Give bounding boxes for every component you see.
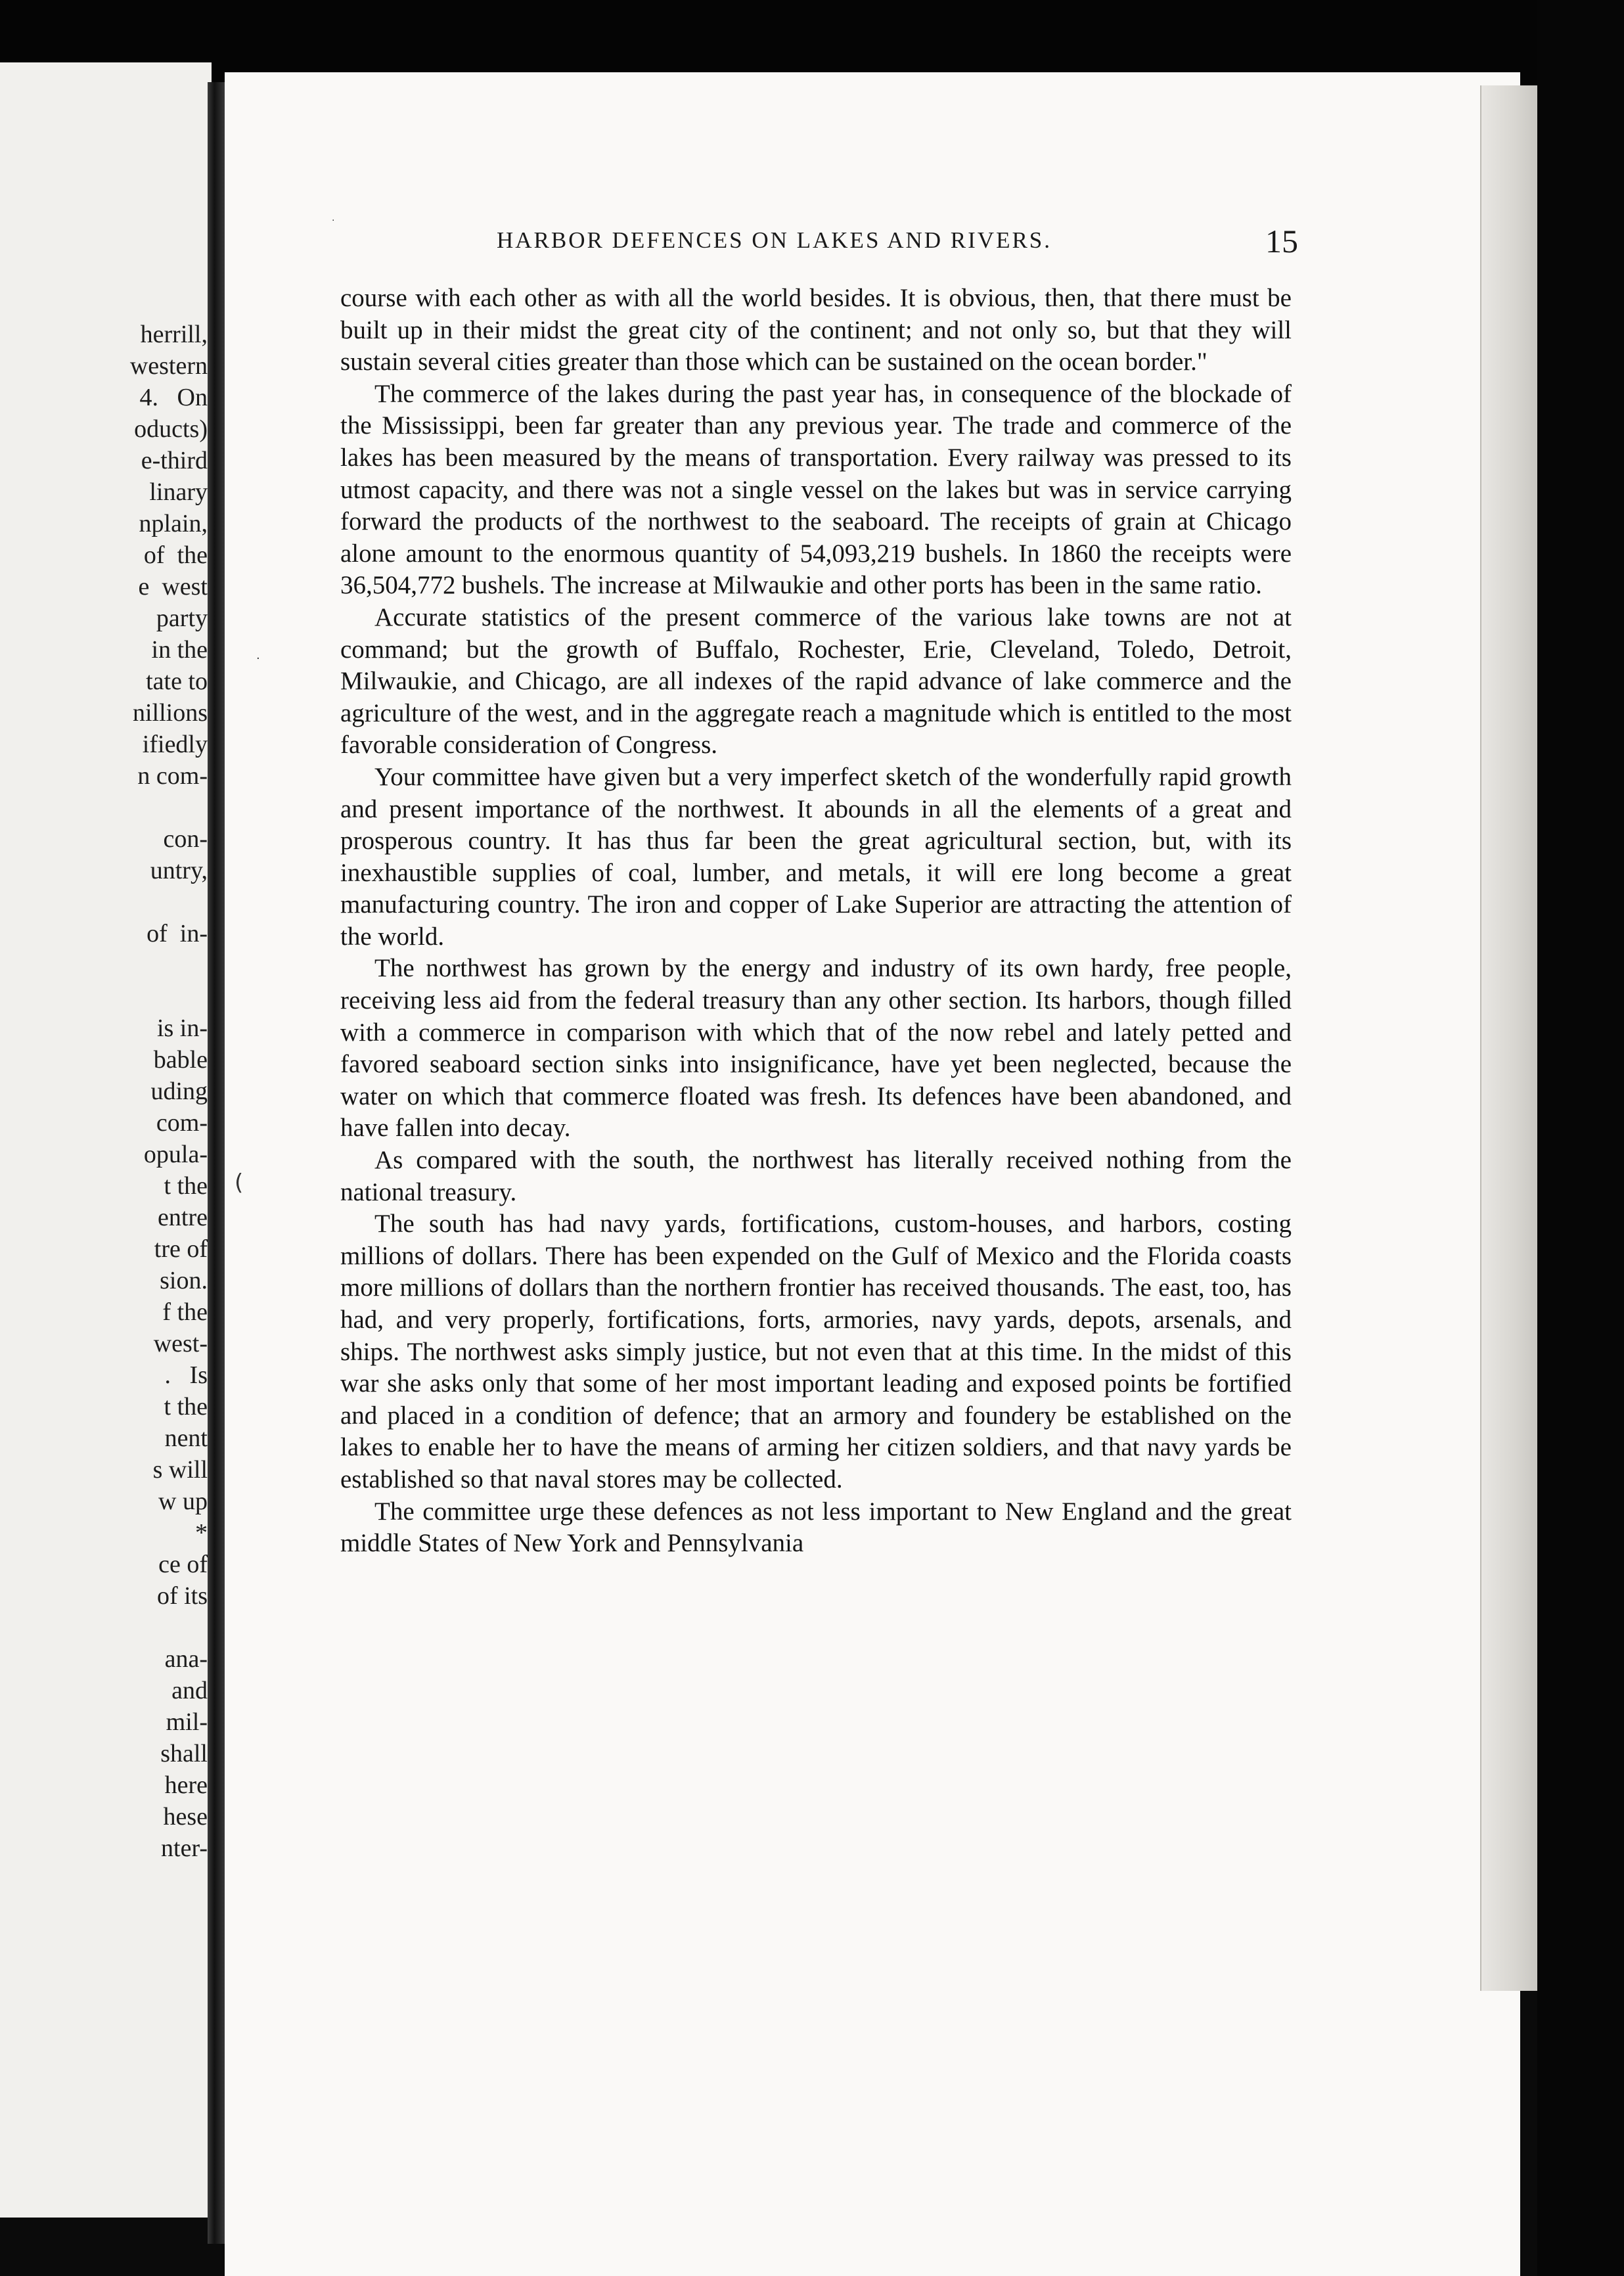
scan-background-right xyxy=(1537,0,1624,2276)
book-gutter xyxy=(208,82,225,2244)
paragraph-quote-end: course with each other as with all the world besides. It is obvious, then, that there must be built up in their midst the great city of the continent; and not only so, but that they will sustain several cities greater than those which can be sustained on the ocean border." xyxy=(340,284,1292,376)
facing-page-fragment: of in- xyxy=(147,920,208,947)
facing-page-fragment: nent xyxy=(164,1424,208,1452)
paragraph-lake-commerce: The commerce of the lakes during the past year has, in consequence of the blockade of the Mississippi, been far greater than any previous year. The trade and commerce of the lakes has been measured by the means of transportation. Every railway was pressed to its utmost capacity, and there was not a single vessel on the lakes but was in service carrying forward the products of the northwest to the seaboard. The receipts of grain at Chicago alone amount to the enormous quantity of 54,093,219 bushels. In 1860 the receipts were 36,504,772 bushels. The increase at Milwaukie and other ports has been in the same ratio. xyxy=(340,379,1292,600)
facing-page-fragment: of its xyxy=(156,1582,208,1610)
facing-page-fragment xyxy=(0,1612,208,1643)
facing-page-fragment: . Is xyxy=(164,1361,208,1389)
facing-page-fragment: uding xyxy=(150,1078,208,1105)
scan-speck-mark: · xyxy=(256,652,260,666)
facing-page-fragment: ifiedly xyxy=(142,731,208,758)
facing-page-fragment: entre xyxy=(158,1204,208,1231)
facing-page-fragment: e west xyxy=(138,573,208,601)
facing-page-fragment: opula- xyxy=(143,1141,208,1168)
facing-page-fragment: nter- xyxy=(161,1834,208,1862)
facing-page-fragment: herrill, xyxy=(140,321,208,348)
facing-page-fragment xyxy=(0,949,208,981)
facing-page-fragment xyxy=(0,886,208,918)
facing-page-fragment: nplain, xyxy=(139,510,208,537)
facing-page-fragment: ce of xyxy=(158,1551,208,1578)
facing-page-fragment xyxy=(0,792,208,823)
facing-page-fragment: t the xyxy=(164,1393,208,1421)
facing-page-fragment: t the xyxy=(164,1172,208,1200)
facing-page-fragment: mil- xyxy=(166,1708,208,1736)
facing-page-fragment: untry, xyxy=(150,857,208,884)
facing-page-text-fragments xyxy=(0,319,208,1864)
facing-page-fragment: hese xyxy=(163,1803,208,1831)
facing-page-fragment: e-third xyxy=(141,447,208,474)
facing-page-fragment: west- xyxy=(153,1330,208,1357)
facing-page-fragment: party xyxy=(156,604,208,632)
facing-page-fragment: con- xyxy=(163,825,208,853)
page-header xyxy=(497,222,1298,262)
body-text xyxy=(340,283,1292,1560)
scan-speck-mark: · xyxy=(332,216,335,226)
facing-page-fragment: sion. xyxy=(160,1267,208,1294)
facing-page-fragment: is in- xyxy=(156,1014,208,1042)
facing-page-fragment: n com- xyxy=(137,762,208,790)
margin-tick-mark: ( xyxy=(235,1170,244,1196)
facing-page-fragment: s will xyxy=(152,1456,208,1484)
facing-page-left xyxy=(0,62,212,2218)
facing-page-fragment: ana- xyxy=(164,1645,208,1673)
paragraph-compared-south: As compared with the south, the northwest has literally received nothing from the national treasury. xyxy=(340,1146,1292,1206)
paragraph-northwest-growth: The northwest has grown by the energy and industry of its own hardy, free people, receiving less aid from the federal treasury than any other section. Its harbors, though filled with a commerce in comparison with which that of the now rebel and lately petted and favored seaboard section sinks into insignificance, have yet been neglected, because the water on which that commerce floated was fresh. Its defences have been abandoned, and have fallen into decay. xyxy=(340,954,1292,1143)
facing-page-fragment: in the xyxy=(151,636,208,664)
facing-page-fragment: f the xyxy=(162,1298,208,1326)
facing-page-fragment: tate to xyxy=(146,668,208,695)
running-head: HARBOR DEFENCES ON LAKES AND RIVERS. xyxy=(497,227,1052,253)
facing-page-fragment: nillions xyxy=(132,699,208,727)
facing-page-fragment: and xyxy=(171,1677,208,1704)
page-number: 15 xyxy=(1265,223,1298,260)
facing-page-fragment: of the xyxy=(143,541,208,569)
facing-page-fragment: tre of xyxy=(154,1235,208,1263)
paragraph-south-navy-yards: The south has had navy yards, fortifications, custom-houses, and harbors, costing millions of dollars. There has been expended on the Gulf of Mexico and the Florida coasts more millions of dollars than the northern frontier has received thousands. The east, too, has had, and very properly, fortifications, forts, armories, navy yards, depots, arsenals, and ships. The northwest asks simply justice, but not even that at this time. In the midst of this war she asks only that some of her most important leading and exposed points be fortified and placed in a condition of defence; that an armory and foundery be established on the lakes to enable her to have the means of arming her citizen soldiers, and that navy yards be established so that naval stores may be collected. xyxy=(340,1210,1292,1493)
facing-page-fragment xyxy=(0,981,208,1013)
facing-page-fragment: bable xyxy=(153,1046,208,1074)
facing-page-fragment: western xyxy=(129,352,208,380)
facing-page-fragment: * xyxy=(195,1519,208,1547)
paragraph-committee-sketch: Your committee have given but a very imperfect sketch of the wonderfully rapid growth and present importance of the northwest. It abounds in all the elements of a great and prosperous country. It has thus far been the great agricultural section, but, with its inexhaustible supplies of coal, lumber, and metals, it will ere long become a great manufacturing country. The iron and copper of Lake Superior are attracting the attention of the world. xyxy=(340,762,1292,951)
facing-page-fragment: linary xyxy=(149,478,208,506)
facing-page-fragment: 4. On xyxy=(139,384,208,411)
page-edge-stack xyxy=(1481,85,1537,1991)
facing-page-fragment: here xyxy=(164,1771,208,1799)
facing-page-fragment: shall xyxy=(160,1740,208,1767)
facing-page-fragment: w up xyxy=(158,1488,208,1515)
facing-page-fragment: com- xyxy=(156,1109,208,1137)
facing-page-fragment: oducts) xyxy=(134,415,208,443)
paragraph-statistics: Accurate statistics of the present commerce of the various lake towns are not at command; but the growth of Buffalo, Rochester, Erie, Cleveland, Toledo, Detroit, Milwaukie, and Chicago, are all indexes of the rapid advance of lake commerce and the agriculture of the west, and in the aggregate reach a magnitude which is entitled to the most favorable consideration of Congress. xyxy=(340,603,1292,760)
paragraph-committee-urge: The committee urge these defences as not less important to New England and the great middle States of New York and Pennsylvania xyxy=(340,1497,1292,1558)
